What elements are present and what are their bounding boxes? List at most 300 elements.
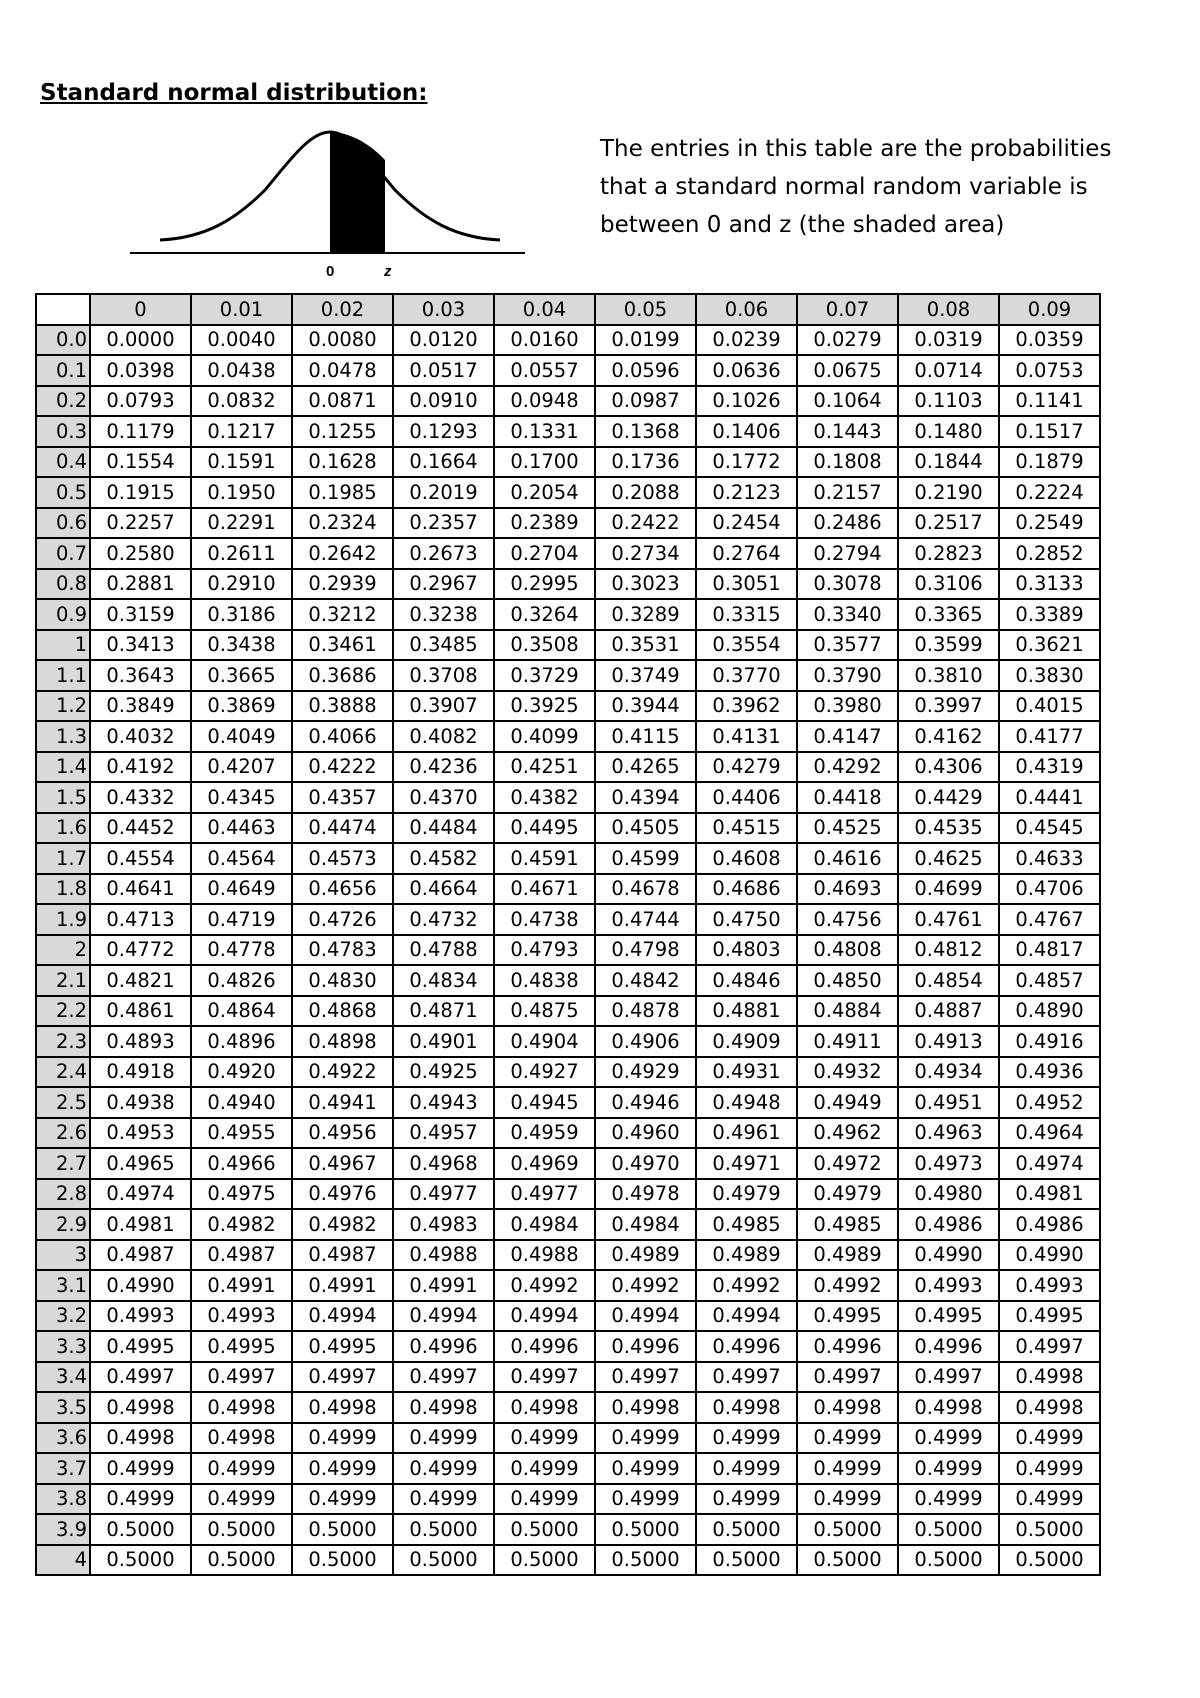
probability-cell: 0.4484	[393, 813, 494, 844]
row-header: 4	[36, 1545, 90, 1576]
probability-cell: 0.1772	[696, 447, 797, 478]
table-row	[36, 1057, 1100, 1088]
probability-cell: 0.2019	[393, 477, 494, 508]
probability-cell: 0.3078	[797, 569, 898, 600]
probability-cell: 0.4957	[393, 1118, 494, 1149]
probability-cell: 0.4940	[191, 1087, 292, 1118]
probability-cell: 0.4236	[393, 752, 494, 783]
probability-cell: 0.4927	[494, 1057, 595, 1088]
row-header: 0.3	[36, 416, 90, 447]
probability-cell: 0.4162	[898, 721, 999, 752]
probability-cell: 0.4916	[999, 1026, 1100, 1057]
row-header: 1.8	[36, 874, 90, 905]
probability-cell: 0.5000	[999, 1514, 1100, 1545]
probability-cell: 0.3869	[191, 691, 292, 722]
probability-cell: 0.4998	[696, 1392, 797, 1423]
table-row	[36, 752, 1100, 783]
probability-cell: 0.3830	[999, 660, 1100, 691]
probability-cell: 0.4995	[292, 1331, 393, 1362]
probability-cell: 0.4986	[898, 1209, 999, 1240]
probability-cell: 0.4994	[595, 1301, 696, 1332]
probability-cell: 0.0714	[898, 355, 999, 386]
probability-cell: 0.3340	[797, 599, 898, 630]
probability-cell: 0.4979	[797, 1179, 898, 1210]
probability-cell: 0.4987	[90, 1240, 191, 1271]
row-header: 1.4	[36, 752, 90, 783]
probability-cell: 0.4925	[393, 1057, 494, 1088]
row-header: 2.8	[36, 1179, 90, 1210]
row-header: 3.3	[36, 1331, 90, 1362]
probability-cell: 0.4988	[494, 1240, 595, 1271]
probability-cell: 0.2257	[90, 508, 191, 539]
probability-cell: 0.4265	[595, 752, 696, 783]
probability-cell: 0.4131	[696, 721, 797, 752]
probability-cell: 0.3980	[797, 691, 898, 722]
probability-cell: 0.4887	[898, 996, 999, 1027]
probability-cell: 0.4992	[595, 1270, 696, 1301]
probability-cell: 0.4793	[494, 935, 595, 966]
probability-cell: 0.4963	[898, 1118, 999, 1149]
probability-cell: 0.0080	[292, 325, 393, 356]
row-header: 3.8	[36, 1484, 90, 1515]
probability-cell: 0.4982	[191, 1209, 292, 1240]
probability-cell: 0.5000	[191, 1514, 292, 1545]
probability-cell: 0.3907	[393, 691, 494, 722]
probability-cell: 0.0438	[191, 355, 292, 386]
probability-cell: 0.4956	[292, 1118, 393, 1149]
probability-cell: 0.3708	[393, 660, 494, 691]
probability-cell: 0.1141	[999, 386, 1100, 417]
probability-cell: 0.4969	[494, 1148, 595, 1179]
probability-cell: 0.4999	[393, 1484, 494, 1515]
probability-cell: 0.4983	[393, 1209, 494, 1240]
probability-cell: 0.4767	[999, 904, 1100, 935]
row-header: 2.3	[36, 1026, 90, 1057]
probability-cell: 0.4664	[393, 874, 494, 905]
probability-cell: 0.4976	[292, 1179, 393, 1210]
probability-cell: 0.0478	[292, 355, 393, 386]
probability-cell: 0.3315	[696, 599, 797, 630]
probability-cell: 0.4998	[494, 1392, 595, 1423]
probability-cell: 0.4998	[999, 1362, 1100, 1393]
probability-cell: 0.4968	[393, 1148, 494, 1179]
probability-cell: 0.4955	[191, 1118, 292, 1149]
probability-cell: 0.4099	[494, 721, 595, 752]
probability-cell: 0.4997	[595, 1362, 696, 1393]
probability-cell: 0.4999	[494, 1423, 595, 1454]
probability-cell: 0.4973	[898, 1148, 999, 1179]
table-row	[36, 1301, 1100, 1332]
probability-cell: 0.2794	[797, 538, 898, 569]
probability-cell: 0.5000	[898, 1545, 999, 1576]
probability-cell: 0.4998	[999, 1392, 1100, 1423]
probability-cell: 0.3508	[494, 630, 595, 661]
probability-cell: 0.0987	[595, 386, 696, 417]
probability-cell: 0.4989	[797, 1240, 898, 1271]
probability-cell: 0.3665	[191, 660, 292, 691]
probability-cell: 0.4834	[393, 965, 494, 996]
probability-cell: 0.4573	[292, 843, 393, 874]
probability-cell: 0.1179	[90, 416, 191, 447]
probability-cell: 0.4306	[898, 752, 999, 783]
probability-cell: 0.4998	[292, 1392, 393, 1423]
probability-cell: 0.4345	[191, 782, 292, 813]
probability-cell: 0.4936	[999, 1057, 1100, 1088]
probability-cell: 0.1064	[797, 386, 898, 417]
probability-cell: 0.4671	[494, 874, 595, 905]
probability-cell: 0.4332	[90, 782, 191, 813]
probability-cell: 0.4974	[999, 1148, 1100, 1179]
probability-cell: 0.2823	[898, 538, 999, 569]
probability-cell: 0.2881	[90, 569, 191, 600]
probability-cell: 0.4952	[999, 1087, 1100, 1118]
probability-cell: 0.4495	[494, 813, 595, 844]
probability-cell: 0.5000	[191, 1545, 292, 1576]
probability-cell: 0.2704	[494, 538, 595, 569]
row-header: 3.5	[36, 1392, 90, 1423]
probability-cell: 0.4830	[292, 965, 393, 996]
table-row	[36, 538, 1100, 569]
probability-cell: 0.4706	[999, 874, 1100, 905]
probability-cell: 0.0239	[696, 325, 797, 356]
table-row	[36, 1118, 1100, 1149]
probability-cell: 0.4625	[898, 843, 999, 874]
probability-cell: 0.3264	[494, 599, 595, 630]
probability-cell: 0.4995	[898, 1301, 999, 1332]
row-header: 0.4	[36, 447, 90, 478]
probability-cell: 0.4803	[696, 935, 797, 966]
probability-cell: 0.4394	[595, 782, 696, 813]
probability-cell: 0.0910	[393, 386, 494, 417]
probability-cell: 0.4999	[292, 1453, 393, 1484]
row-header: 2	[36, 935, 90, 966]
row-header: 3.1	[36, 1270, 90, 1301]
row-header: 1.7	[36, 843, 90, 874]
table-row	[36, 996, 1100, 1027]
probability-cell: 0.4959	[494, 1118, 595, 1149]
probability-cell: 0.4998	[595, 1392, 696, 1423]
probability-cell: 0.2157	[797, 477, 898, 508]
probability-cell: 0.5000	[292, 1514, 393, 1545]
table-row	[36, 691, 1100, 722]
column-header: 0.08	[898, 294, 999, 325]
probability-cell: 0.3485	[393, 630, 494, 661]
probability-cell: 0.4066	[292, 721, 393, 752]
header-row	[36, 294, 1100, 325]
probability-cell: 0.4997	[797, 1362, 898, 1393]
probability-cell: 0.4981	[90, 1209, 191, 1240]
probability-cell: 0.4649	[191, 874, 292, 905]
probability-cell: 0.4738	[494, 904, 595, 935]
table-row	[36, 569, 1100, 600]
table-row	[36, 874, 1100, 905]
probability-cell: 0.5000	[393, 1545, 494, 1576]
probability-cell: 0.3944	[595, 691, 696, 722]
probability-cell: 0.4988	[393, 1240, 494, 1271]
probability-cell: 0.3749	[595, 660, 696, 691]
probability-cell: 0.4904	[494, 1026, 595, 1057]
probability-cell: 0.4783	[292, 935, 393, 966]
table-row	[36, 447, 1100, 478]
probability-cell: 0.4970	[595, 1148, 696, 1179]
probability-cell: 0.4854	[898, 965, 999, 996]
probability-cell: 0.2389	[494, 508, 595, 539]
probability-cell: 0.1255	[292, 416, 393, 447]
probability-cell: 0.4984	[595, 1209, 696, 1240]
probability-cell: 0.4975	[191, 1179, 292, 1210]
probability-cell: 0.4999	[898, 1453, 999, 1484]
table-row	[36, 1392, 1100, 1423]
probability-cell: 0.2357	[393, 508, 494, 539]
row-header: 2.4	[36, 1057, 90, 1088]
probability-cell: 0.4996	[696, 1331, 797, 1362]
probability-cell: 0.4890	[999, 996, 1100, 1027]
probability-cell: 0.3554	[696, 630, 797, 661]
table-row	[36, 1423, 1100, 1454]
probability-cell: 0.4998	[797, 1392, 898, 1423]
probability-cell: 0.4999	[999, 1484, 1100, 1515]
probability-cell: 0.1103	[898, 386, 999, 417]
probability-cell: 0.5000	[90, 1545, 191, 1576]
probability-cell: 0.2054	[494, 477, 595, 508]
probability-cell: 0.4999	[191, 1484, 292, 1515]
probability-cell: 0.4999	[797, 1423, 898, 1454]
probability-cell: 0.4778	[191, 935, 292, 966]
probability-cell: 0.4997	[191, 1362, 292, 1393]
probability-cell: 0.3621	[999, 630, 1100, 661]
probability-cell: 0.2517	[898, 508, 999, 539]
probability-cell: 0.3925	[494, 691, 595, 722]
probability-cell: 0.4967	[292, 1148, 393, 1179]
probability-cell: 0.3023	[595, 569, 696, 600]
probability-cell: 0.5000	[797, 1545, 898, 1576]
table-row	[36, 1514, 1100, 1545]
probability-cell: 0.4463	[191, 813, 292, 844]
probability-cell: 0.0160	[494, 325, 595, 356]
probability-cell: 0.2939	[292, 569, 393, 600]
probability-cell: 0.3438	[191, 630, 292, 661]
probability-cell: 0.0517	[393, 355, 494, 386]
table-row	[36, 1331, 1100, 1362]
row-header: 0.2	[36, 386, 90, 417]
probability-cell: 0.0000	[90, 325, 191, 356]
probability-cell: 0.4992	[696, 1270, 797, 1301]
probability-cell: 0.1664	[393, 447, 494, 478]
probability-cell: 0.4999	[393, 1423, 494, 1454]
probability-cell: 0.4989	[595, 1240, 696, 1271]
row-header: 3.7	[36, 1453, 90, 1484]
probability-cell: 0.1591	[191, 447, 292, 478]
probability-cell: 0.4929	[595, 1057, 696, 1088]
column-header: 0	[90, 294, 191, 325]
probability-cell: 0.1217	[191, 416, 292, 447]
probability-cell: 0.4986	[999, 1209, 1100, 1240]
probability-cell: 0.4990	[898, 1240, 999, 1271]
probability-cell: 0.4999	[494, 1453, 595, 1484]
row-header: 2.2	[36, 996, 90, 1027]
probability-cell: 0.2852	[999, 538, 1100, 569]
probability-cell: 0.4992	[494, 1270, 595, 1301]
row-header: 2.9	[36, 1209, 90, 1240]
table-row	[36, 935, 1100, 966]
row-header: 2.5	[36, 1087, 90, 1118]
probability-cell: 0.2123	[696, 477, 797, 508]
probability-cell: 0.4985	[696, 1209, 797, 1240]
probability-cell: 0.2734	[595, 538, 696, 569]
probability-cell: 0.4909	[696, 1026, 797, 1057]
probability-cell: 0.3643	[90, 660, 191, 691]
row-header: 1.2	[36, 691, 90, 722]
table-row	[36, 1270, 1100, 1301]
probability-cell: 0.5000	[393, 1514, 494, 1545]
probability-cell: 0.4015	[999, 691, 1100, 722]
probability-cell: 0.0040	[191, 325, 292, 356]
probability-cell: 0.4772	[90, 935, 191, 966]
probability-cell: 0.4996	[393, 1331, 494, 1362]
probability-cell: 0.4633	[999, 843, 1100, 874]
probability-cell: 0.4993	[999, 1270, 1100, 1301]
probability-cell: 0.5000	[999, 1545, 1100, 1576]
column-header: 0.02	[292, 294, 393, 325]
probability-cell: 0.3770	[696, 660, 797, 691]
probability-cell: 0.4222	[292, 752, 393, 783]
probability-cell: 0.3159	[90, 599, 191, 630]
probability-cell: 0.4931	[696, 1057, 797, 1088]
probability-cell: 0.4920	[191, 1057, 292, 1088]
probability-cell: 0.4997	[494, 1362, 595, 1393]
row-header: 3.9	[36, 1514, 90, 1545]
probability-cell: 0.1879	[999, 447, 1100, 478]
probability-cell: 0.0596	[595, 355, 696, 386]
probability-cell: 0.4984	[494, 1209, 595, 1240]
row-header: 1	[36, 630, 90, 661]
probability-cell: 0.2910	[191, 569, 292, 600]
probability-cell: 0.4177	[999, 721, 1100, 752]
probability-cell: 0.3413	[90, 630, 191, 661]
table-description: The entries in this table are the probabilities that a standard normal random variable is between 0 and z (the shaded area)	[600, 136, 1112, 238]
probability-cell: 0.4993	[191, 1301, 292, 1332]
probability-cell: 0.4452	[90, 813, 191, 844]
probability-cell: 0.4995	[90, 1331, 191, 1362]
probability-cell: 0.3599	[898, 630, 999, 661]
probability-cell: 0.4505	[595, 813, 696, 844]
probability-cell: 0.4871	[393, 996, 494, 1027]
probability-cell: 0.4998	[90, 1423, 191, 1454]
row-header: 2.6	[36, 1118, 90, 1149]
probability-cell: 0.4082	[393, 721, 494, 752]
probability-cell: 0.2324	[292, 508, 393, 539]
table-row	[36, 1087, 1100, 1118]
probability-cell: 0.2224	[999, 477, 1100, 508]
probability-cell: 0.4998	[90, 1392, 191, 1423]
probability-cell: 0.4951	[898, 1087, 999, 1118]
table-row	[36, 508, 1100, 539]
probability-cell: 0.4896	[191, 1026, 292, 1057]
probability-cell: 0.4966	[191, 1148, 292, 1179]
table-row	[36, 630, 1100, 661]
probability-cell: 0.4964	[999, 1118, 1100, 1149]
probability-cell: 0.4656	[292, 874, 393, 905]
probability-cell: 0.3051	[696, 569, 797, 600]
probability-cell: 0.4591	[494, 843, 595, 874]
probability-cell: 0.4989	[696, 1240, 797, 1271]
probability-cell: 0.4898	[292, 1026, 393, 1057]
probability-cell: 0.4207	[191, 752, 292, 783]
probability-cell: 0.4993	[898, 1270, 999, 1301]
z-table	[35, 293, 1101, 1576]
probability-cell: 0.4999	[898, 1423, 999, 1454]
probability-cell: 0.2422	[595, 508, 696, 539]
table-row	[36, 1545, 1100, 1576]
probability-cell: 0.4357	[292, 782, 393, 813]
probability-cell: 0.4599	[595, 843, 696, 874]
probability-cell: 0.0675	[797, 355, 898, 386]
column-header: 0.04	[494, 294, 595, 325]
probability-cell: 0.4686	[696, 874, 797, 905]
probability-cell: 0.4999	[797, 1484, 898, 1515]
probability-cell: 0.0793	[90, 386, 191, 417]
probability-cell: 0.4999	[595, 1423, 696, 1454]
probability-cell: 0.4999	[292, 1484, 393, 1515]
probability-cell: 0.4406	[696, 782, 797, 813]
probability-cell: 0.4999	[292, 1423, 393, 1454]
row-header: 3.2	[36, 1301, 90, 1332]
probability-cell: 0.5000	[797, 1514, 898, 1545]
probability-cell: 0.4996	[494, 1331, 595, 1362]
probability-cell: 0.4906	[595, 1026, 696, 1057]
probability-cell: 0.1985	[292, 477, 393, 508]
probability-cell: 0.4962	[797, 1118, 898, 1149]
probability-cell: 0.5000	[898, 1514, 999, 1545]
probability-cell: 0.4999	[494, 1484, 595, 1515]
probability-cell: 0.4817	[999, 935, 1100, 966]
probability-cell: 0.4901	[393, 1026, 494, 1057]
probability-cell: 0.4995	[999, 1301, 1100, 1332]
row-header: 0.7	[36, 538, 90, 569]
probability-cell: 0.4977	[494, 1179, 595, 1210]
probability-cell: 0.4756	[797, 904, 898, 935]
row-header: 0.5	[36, 477, 90, 508]
probability-cell: 0.1517	[999, 416, 1100, 447]
probability-cell: 0.4875	[494, 996, 595, 1027]
probability-cell: 0.0557	[494, 355, 595, 386]
probability-cell: 0.4995	[797, 1301, 898, 1332]
probability-cell: 0.4147	[797, 721, 898, 752]
probability-cell: 0.0359	[999, 325, 1100, 356]
probability-cell: 0.4441	[999, 782, 1100, 813]
probability-cell: 0.1368	[595, 416, 696, 447]
probability-cell: 0.4918	[90, 1057, 191, 1088]
probability-cell: 0.5000	[696, 1514, 797, 1545]
column-header: 0.05	[595, 294, 696, 325]
probability-cell: 0.2291	[191, 508, 292, 539]
probability-cell: 0.4808	[797, 935, 898, 966]
probability-cell: 0.4998	[191, 1392, 292, 1423]
probability-cell: 0.4115	[595, 721, 696, 752]
probability-cell: 0.1443	[797, 416, 898, 447]
probability-cell: 0.4713	[90, 904, 191, 935]
table-row	[36, 477, 1100, 508]
row-header: 0.1	[36, 355, 90, 386]
column-header: 0.06	[696, 294, 797, 325]
probability-cell: 0.4616	[797, 843, 898, 874]
probability-cell: 0.4922	[292, 1057, 393, 1088]
probability-cell: 0.4945	[494, 1087, 595, 1118]
corner-cell	[36, 294, 90, 325]
probability-cell: 0.3133	[999, 569, 1100, 600]
probability-cell: 0.4911	[797, 1026, 898, 1057]
probability-cell: 0.4429	[898, 782, 999, 813]
